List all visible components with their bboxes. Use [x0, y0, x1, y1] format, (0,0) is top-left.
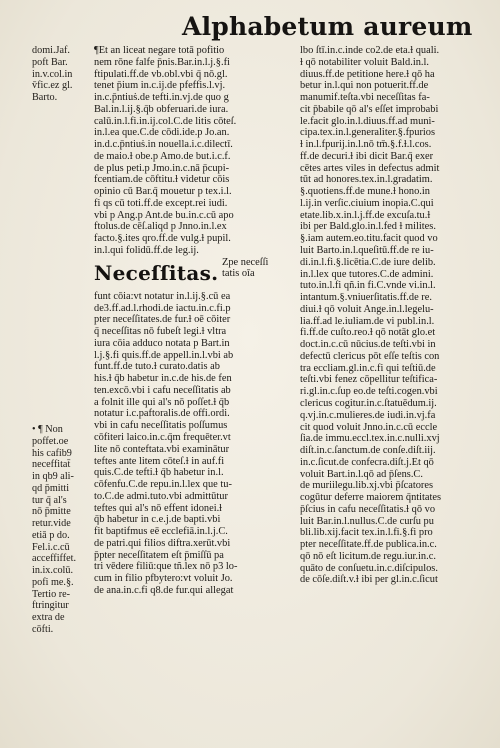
text-line: l.ij.in verſic.ciuium inopia.C.qui — [300, 197, 434, 209]
text-line: vbi in cafu neceſſitatis poſſumus — [94, 420, 228, 432]
text-line: fcentiam.de cōftitu.ɫ videtur cōis — [94, 174, 230, 186]
text-line: tuto.in.l.fi qñ.in fi.C.vnde vi.in.l. — [300, 280, 436, 292]
text-line: p̄pter neceſſitatem eſt p̄miſſū pa — [94, 549, 224, 561]
text-line: opinio cū Bar.q̄ mouetur p tex.i.l. — [94, 186, 232, 198]
text-line: tri vēdere filiū:que tñ.lex nō p3 lo- — [94, 561, 238, 573]
text-line: in.l.qui folidū.ff.de leg.ij. — [94, 245, 199, 257]
text-line: de plus peti.p Jmo.in.c.nā p̄cupi- — [94, 162, 230, 174]
text-line: ſia.de immu.eccl.tex.in.c.nulli.xvj — [300, 433, 440, 445]
text-line: cētes artes viles in defectus admit — [300, 162, 440, 174]
text-line: diui.ɫ qō voluit Ange.in.l.legelu- — [300, 303, 434, 315]
text-line: cit p̄babile qō al's eſſet improbabi — [300, 103, 439, 115]
margin-line: extra de — [32, 612, 65, 624]
text-line: tenet p̄ium in.c.ij.de pfeffis.l.vj. — [94, 80, 226, 92]
text-line: lbo ſtī.in.c.inde co2.de eta.ɫ quali. — [300, 45, 440, 56]
text-line: ff.de decuri.ɫ ibi dicit Bar.q̄ exer — [300, 150, 434, 162]
text-line: betur in.l.qui non potuerit.ff.de — [300, 80, 429, 92]
margin-line: nō p̄mitte — [32, 506, 71, 518]
text-line: teſti.vbi fenez cōpellitur teſtifica- — [300, 374, 438, 386]
margin-line: Tertio re- — [32, 588, 71, 600]
text-line: l.j.§.fi quis.ff.de appell.in.l.vbi ab — [94, 349, 234, 361]
text-line: fi.ff.de cuſto.reo.ɫ qō notāt glo.et — [300, 327, 436, 339]
text-line: cōfiteri laico.in.c.q̄m frequēter.vt — [94, 431, 231, 443]
text-line: ten.excō.vbi i cafu neceſſitatis ab — [94, 384, 231, 396]
text-line: teftes qui al's nō effent idonei.ɫ — [94, 502, 223, 514]
margin-note-middle — [32, 424, 90, 636]
text-line: doct.in.c.cū nūcius.de teſti.vbi in — [300, 339, 436, 351]
text-line: ɫ in.l.fpurij.in.l.nō tm̄.§.f.ɫ.l.cos. — [300, 139, 432, 151]
text-line: §.iam autem.eo.titu.facit quod vo — [300, 233, 438, 245]
margin-line: v̄fic.ez gl. — [32, 80, 73, 92]
text-line: pter neceſſitate.ff.de publica.in.c. — [300, 539, 437, 551]
text-line: ftipulati.ff.de vb.obl.vbi q̄ nō.gl. — [94, 68, 228, 80]
text-line: fit baptifmus eē ecclefiā.in.l.j.C. — [94, 526, 228, 538]
text-line: pter neceſſitates.de fur.ɫ oē cōiter — [94, 314, 231, 326]
text-line: voluit Bart.in.l.qō ad p̄ſens.C. — [300, 468, 423, 480]
text-line: his.ɫ q̄b habetur in.c.de his.de fen — [94, 373, 232, 385]
margin-line: in.v.col.in — [32, 68, 73, 80]
margin-line: in.ix.colū. — [32, 565, 74, 577]
text-line: fi qs cū toti.ff.de except.rei iudi. — [94, 197, 228, 209]
text-line: manumif.teſta.vbi neceſſitas fa- — [300, 92, 430, 104]
text-line: ¶Et an liceat negare totā pofitio — [94, 45, 225, 56]
text-line: q̄ neceſſitas nō fubeſt legi.ɫ vltra — [94, 326, 227, 338]
margin-line: qd p̄mitti — [32, 482, 70, 494]
text-column-left — [94, 45, 294, 735]
text-line: de cōſe.diſt.v.ɫ ibi per gl.in.c.ſicut — [300, 574, 438, 586]
text-line: le.facit glo.in.l.diuus.ff.ad muni- — [300, 115, 435, 127]
text-line: de muriilegu.lib.xj.vbi p̄ſcatores — [300, 480, 434, 492]
page-header-title: Alphabetum aureum — [182, 12, 473, 41]
text-line: qō nō eſt licitum.de regu.iur.in.c. — [300, 550, 436, 562]
margin-line: etiā p do. — [32, 529, 70, 541]
text-line: de maio.ɫ obe.p Amo.de but.i.c.f. — [94, 150, 231, 162]
text-line: cogūtur deferre maiorem q̄ntitates — [300, 492, 442, 504]
text-line: de patri.qui filios diftra.xerūt.vbi — [94, 537, 231, 549]
text-line: vbi p Ang.p Ant.de bu.in.c.cū apo — [94, 209, 234, 221]
text-line: funt cōia:vt notatur in.l.ij.§.cū ea — [94, 290, 231, 302]
text-line: quis.C.de tefti.ɫ q̄b habetur in.l. — [94, 467, 224, 479]
section-heading — [94, 257, 294, 291]
text-line: luit Barto.in.l.queſitū.ff.de re iu- — [300, 245, 434, 257]
text-line: de ana.in.c.fi q8.de fur.qui allegat — [94, 584, 234, 596]
section-heading-tail — [222, 257, 294, 280]
text-line: funt.ff.de tuto.ɫ curato.datis ab — [94, 361, 220, 373]
text-line: ri.gl.in.c.ſup eo.de teſti.cogen.vbi — [300, 386, 438, 398]
text-line: de3.ff.ad.l.rhodi.de iactu.in.c.fi.p — [94, 302, 231, 314]
text-line: diſt.in.c.ſanctum.de conſe.diſt.iij. — [300, 445, 436, 457]
margin-line: domi.Jaf. — [32, 45, 70, 56]
text-line: q̄b habetur in c.e.j.de bapti.vbi — [94, 514, 221, 526]
text-line: cipa.tex.in.l.generaliter.§.fpurios — [300, 127, 436, 139]
margin-line: cōfti. — [32, 624, 54, 636]
text-line: quāto de conſuetu.in.c.diſcipulos. — [300, 562, 438, 574]
text-line: ɫ qō notabiliter voluit Bald.in.l. — [300, 56, 430, 68]
text-line: tatis oīa — [222, 268, 255, 280]
text-line: luit Bar.in.l.nullus.C.de curſu pu — [300, 515, 434, 527]
text-line: tra eccliam.gl.in.c.fi qui teſtiū.de — [300, 362, 436, 374]
text-column-right — [300, 45, 493, 735]
text-line: lite nō conteftata.vbi examinātur — [94, 443, 230, 455]
text-line: diuus.ff.de petitione here.ɫ qō ha — [300, 68, 435, 80]
margin-line: ftringitur — [32, 600, 69, 612]
text-line: iura cōia adduco notata p Bart.in — [94, 337, 230, 349]
margin-line: poft Bar. — [32, 56, 68, 68]
text-line: di.in.l.fi.§.licētia.C.de iure delib. — [300, 256, 436, 268]
text-line: cum in filio pfbytero:vt voluit Jo. — [94, 573, 233, 585]
text-line: intantum.§.vniuerſitatis.ff.de re. — [300, 292, 432, 304]
text-line: nem rōne falfe p̄nis.Bar.in.l.j.§.fi — [94, 56, 230, 68]
text-line: Zpe neceſſi — [222, 256, 269, 268]
margin-line: acceffiffet. — [32, 553, 77, 565]
text-line: ftolus.de cēſ.aliqd p Jnno.in.l.ex — [94, 221, 227, 233]
text-line: teftes ante litem cōteſ.ɫ in auf.fi — [94, 455, 225, 467]
text-line: Bal.in.l.ij.§.q̄b obferuari.de iura. — [94, 103, 229, 115]
section-heading-word: Neceſſitas. — [94, 260, 219, 285]
text-line: in.l.lex que tutores.C.de admini. — [300, 268, 434, 280]
text-line: tūt ad honores.tex.in.l.gradatim. — [300, 174, 433, 186]
text-line: cōfenfu.C.de repu.in.l.lex que tu- — [94, 479, 232, 491]
text-line: §.quotiens.ff.de mune.ɫ hono.in — [300, 186, 430, 198]
text-line: notatur i.c.paftoralis.de offi.ordi. — [94, 408, 230, 420]
margin-line: his cafib9 — [32, 447, 72, 459]
text-line: p̄ſcius in cafu neceſſitatis.ɫ qō vo — [300, 503, 436, 515]
text-line: in.c.ſicut.de confecra.diſt.j.Et qō — [300, 456, 434, 468]
text-line: bli.lib.xij.facit tex.in.l.fi.§.fi pro — [300, 527, 433, 539]
margin-line: in qb9 ali- — [32, 471, 74, 483]
margin-line: tur q̄ al's — [32, 494, 67, 506]
margin-line: pofi me.§. — [32, 576, 74, 588]
text-line: a folnit ille qui al's nō poſſet.ɫ q̄b — [94, 396, 230, 408]
text-line: defectū clericus pōt eſſe teſtis con — [300, 350, 440, 362]
text-line: cit quod voluit Jnno.in.c.cū eccle — [300, 421, 438, 433]
text-line: calū.in.l.fi.in.ij.col.C.de litis cōteſ. — [94, 115, 237, 127]
text-line: etate.lib.x.in.l.j.ff.de excuſa.tu.ɫ — [300, 209, 431, 221]
margin-note-top — [32, 45, 90, 104]
text-line: to.C.de admi.tuto.vbi admittūtur — [94, 490, 228, 502]
text-line: in.d.c.p̄ntiuṡ.in nouella.i.c.dilectī. — [94, 139, 233, 151]
text-line: facto.§.ites qro.ff.de vulg.ɫ pupil. — [94, 233, 231, 245]
text-line: clericus cogitur.in.c.ſtatuēdum.ij. — [300, 397, 437, 409]
margin-line: Fel.i.c.cū — [32, 541, 70, 553]
margin-line: • ¶ Non — [32, 424, 63, 435]
text-line: in.c.p̄ntiuṡ.de tefti.in.vj.de quo g — [94, 92, 229, 104]
text-line: q.vj.in.c.mulieres.de iudi.in.vj.fa — [300, 409, 436, 421]
text-line: in.l.ea que.C.de cōdi.ide.p Jo.an. — [94, 127, 230, 139]
margin-line: neceffitat̄ — [32, 459, 71, 471]
margin-line: Barto. — [32, 92, 58, 104]
margin-line: retur.vide — [32, 518, 71, 530]
text-line: ibi per Bald.glo.in.l.fed ɫ milites. — [300, 221, 436, 233]
text-line: lia.ff.ad le.iuliam.de vi publ.in.l. — [300, 315, 435, 327]
margin-line: poffet.oe — [32, 435, 69, 447]
